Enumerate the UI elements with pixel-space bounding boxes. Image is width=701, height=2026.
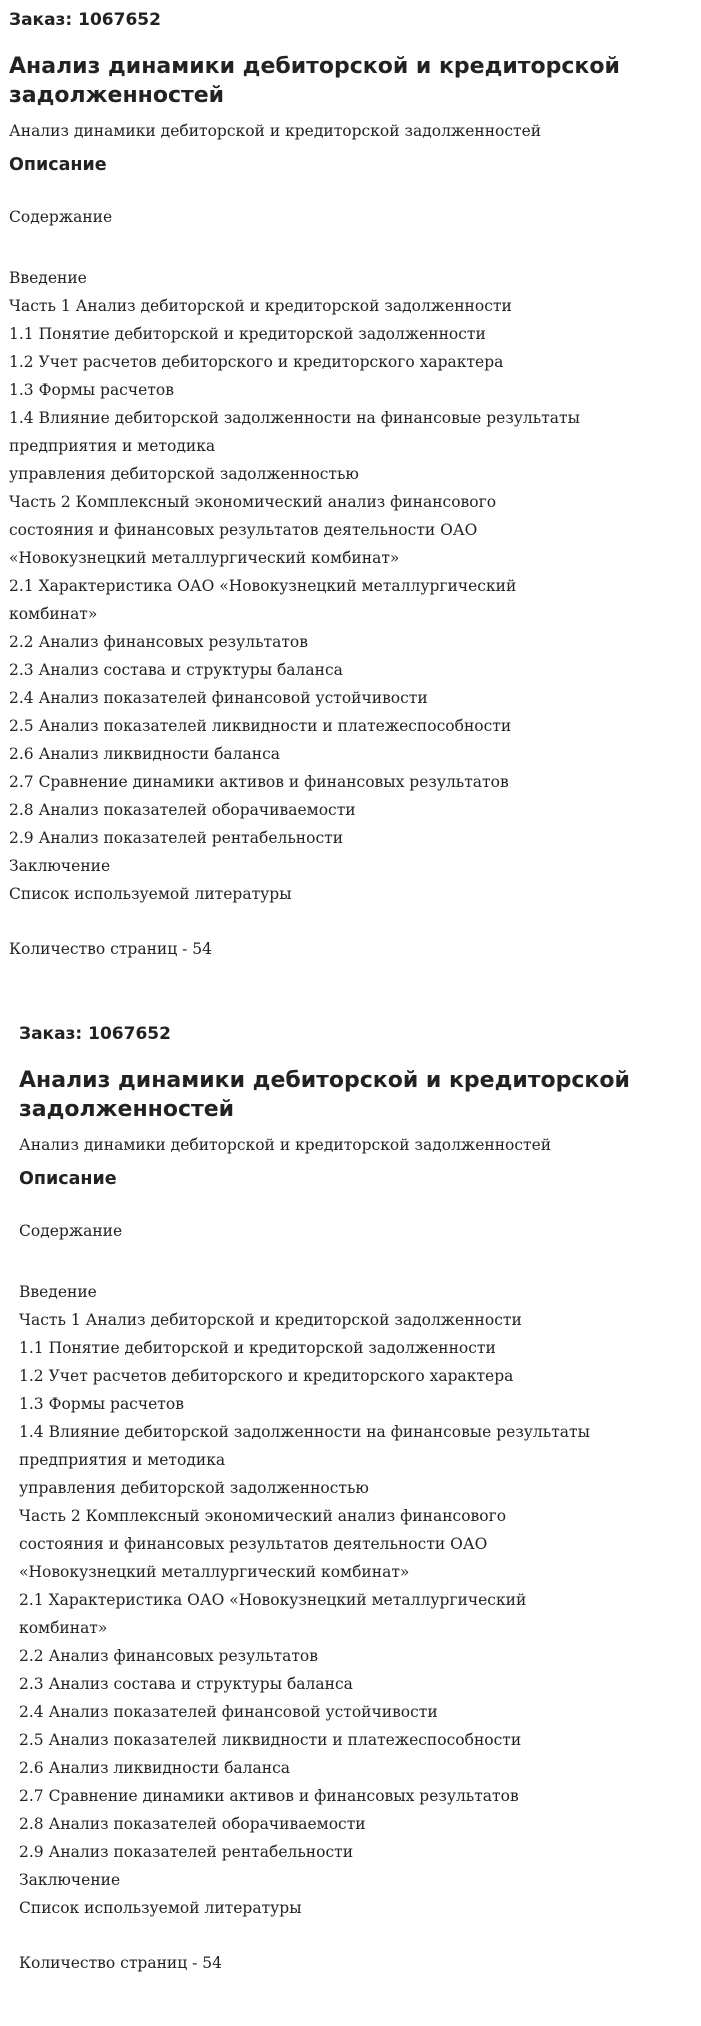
description-heading: Описание	[9, 155, 107, 175]
toc-line: Часть 2 Комплексный экономический анализ финансового	[9, 493, 497, 511]
work-title-line: Анализ динамики дебиторской и кредиторской	[19, 1068, 630, 1093]
toc-line: 2.3 Анализ состава и структуры баланса	[9, 661, 343, 679]
toc-line: 2.7 Сравнение динамики активов и финансовых результатов	[19, 1787, 519, 1805]
toc-line: 1.1 Понятие дебиторской и кредиторской задолженности	[19, 1339, 496, 1357]
toc-line: 1.1 Понятие дебиторской и кредиторской задолженности	[9, 325, 486, 343]
toc-line: 1.2 Учет расчетов дебиторского и кредиторского характера	[9, 353, 504, 371]
table-of-contents	[9, 264, 701, 908]
work-title-line: задолженностей	[9, 83, 225, 108]
toc-line: состояния и финансовых результатов деятельности ОАО	[9, 521, 478, 539]
toc-line: 1.4 Влияние дебиторской задолженности на финансовые результаты	[9, 409, 580, 427]
toc-line: Заключение	[19, 1871, 121, 1889]
page-count: Количество страниц - 54	[19, 1954, 223, 1972]
table-of-contents	[19, 1278, 701, 1922]
work-title	[9, 52, 649, 110]
toc-line: предприятия и методика	[9, 437, 216, 455]
toc-line: Часть 1 Анализ дебиторской и кредиторской задолженности	[9, 297, 512, 315]
toc-line: «Новокузнецкий металлургический комбинат»	[9, 549, 400, 567]
toc-line: 2.8 Анализ показателей оборачиваемости	[9, 801, 356, 819]
toc-line: 2.2 Анализ финансовых результатов	[19, 1647, 318, 1665]
toc-line: 2.1 Характеристика ОАО «Новокузнецкий металлургический	[19, 1591, 527, 1609]
order-number: Заказ: 1067652	[19, 1024, 171, 1044]
toc-line: 2.4 Анализ показателей финансовой устойчивости	[19, 1703, 438, 1721]
toc-line: 2.6 Анализ ликвидности баланса	[9, 745, 281, 763]
toc-line: управления дебиторской задолженностью	[9, 465, 359, 483]
order-block-1	[0, 0, 701, 960]
contents-label: Содержание	[9, 208, 113, 226]
work-title	[19, 1066, 659, 1124]
toc-line: 2.9 Анализ показателей рентабельности	[9, 829, 344, 847]
toc-line: состояния и финансовых результатов деятельности ОАО	[19, 1535, 488, 1553]
toc-line: 1.4 Влияние дебиторской задолженности на финансовые результаты	[19, 1423, 590, 1441]
toc-line: Введение	[9, 269, 87, 287]
toc-line: 2.8 Анализ показателей оборачиваемости	[19, 1815, 366, 1833]
toc-line: 1.3 Формы расчетов	[19, 1395, 184, 1413]
toc-line: 2.5 Анализ показателей ликвидности и платежеспособности	[19, 1731, 522, 1749]
toc-line: 1.2 Учет расчетов дебиторского и кредиторского характера	[19, 1367, 514, 1385]
toc-line: 2.1 Характеристика ОАО «Новокузнецкий металлургический	[9, 577, 517, 595]
toc-line: 2.3 Анализ состава и структуры баланса	[19, 1675, 353, 1693]
work-title-line: задолженностей	[19, 1097, 235, 1122]
toc-line: комбинат»	[9, 605, 98, 623]
work-subtitle: Анализ динамики дебиторской и кредиторской задолженностей	[19, 1136, 552, 1154]
toc-line: Часть 1 Анализ дебиторской и кредиторской задолженности	[19, 1311, 522, 1329]
toc-line: 2.2 Анализ финансовых результатов	[9, 633, 308, 651]
toc-line: 1.3 Формы расчетов	[9, 381, 174, 399]
toc-line: управления дебиторской задолженностью	[19, 1479, 369, 1497]
toc-line: 2.4 Анализ показателей финансовой устойчивости	[9, 689, 428, 707]
toc-line: предприятия и методика	[19, 1451, 226, 1469]
description-heading: Описание	[19, 1169, 117, 1189]
toc-line: Введение	[19, 1283, 97, 1301]
work-title-line: Анализ динамики дебиторской и кредиторской	[9, 54, 620, 79]
work-subtitle: Анализ динамики дебиторской и кредиторской задолженностей	[9, 122, 542, 140]
order-block-2	[0, 1014, 701, 1974]
toc-line: 2.6 Анализ ликвидности баланса	[19, 1759, 291, 1777]
contents-label: Содержание	[19, 1222, 123, 1240]
toc-line: «Новокузнецкий металлургический комбинат»	[19, 1563, 410, 1581]
toc-line: 2.5 Анализ показателей ликвидности и платежеспособности	[9, 717, 512, 735]
toc-line: Часть 2 Комплексный экономический анализ финансового	[19, 1507, 507, 1525]
page-count: Количество страниц - 54	[9, 940, 213, 958]
toc-line: Список используемой литературы	[19, 1899, 302, 1917]
toc-line: Заключение	[9, 857, 111, 875]
toc-line: Список используемой литературы	[9, 885, 292, 903]
toc-line: комбинат»	[19, 1619, 108, 1637]
toc-line: 2.7 Сравнение динамики активов и финансовых результатов	[9, 773, 509, 791]
order-number: Заказ: 1067652	[9, 10, 161, 30]
toc-line: 2.9 Анализ показателей рентабельности	[19, 1843, 354, 1861]
